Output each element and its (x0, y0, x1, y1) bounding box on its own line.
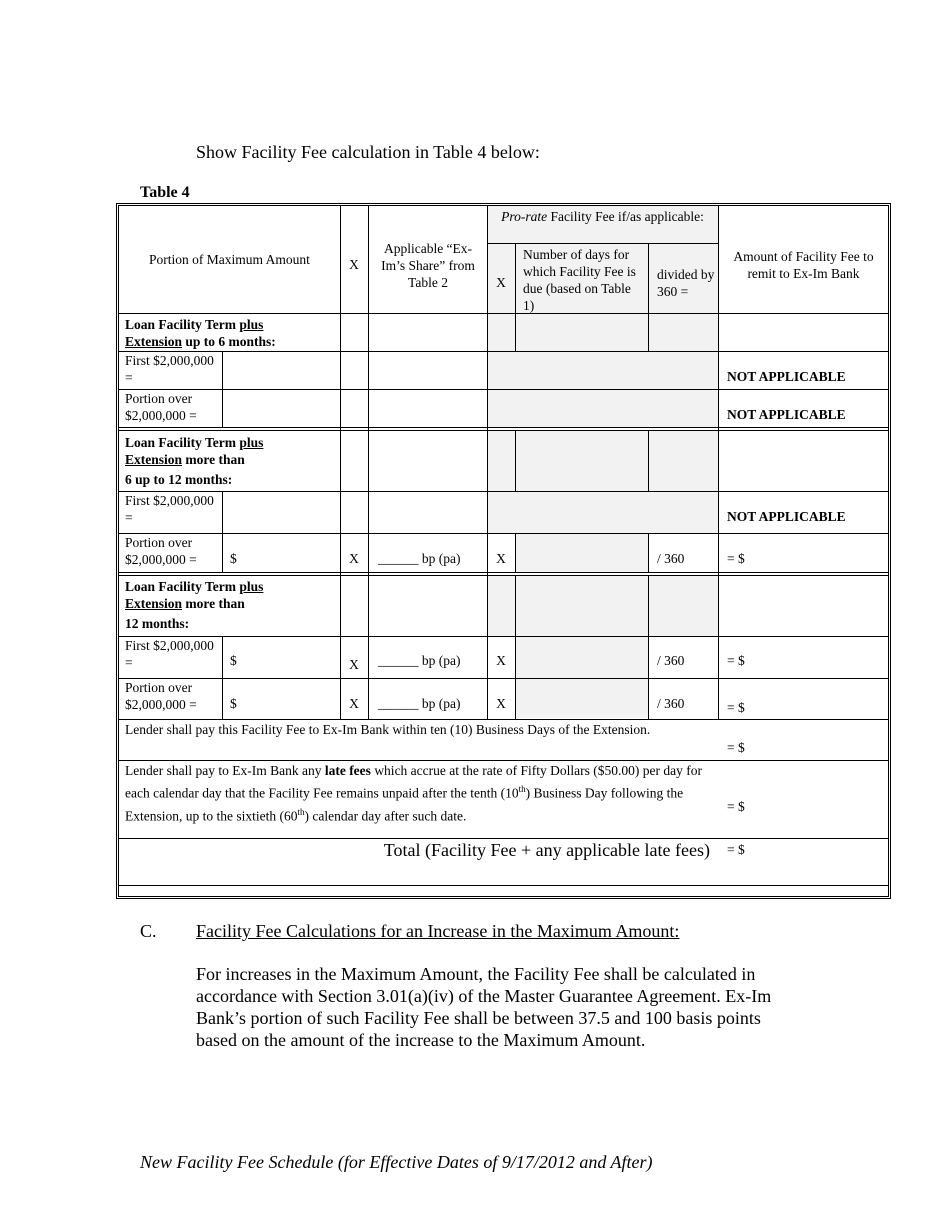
section3-over-x2: X (496, 696, 506, 711)
h-line (119, 572, 888, 573)
late-row-eq: = $ (727, 799, 745, 814)
section3-over-div: / 360 (657, 696, 685, 711)
h-line (119, 533, 888, 534)
section-c-paragraph: For increases in the Maximum Amount, the Facility Fee shall be calculated in accordance with Section 3.01(a)(iv) of the Master Guarantee Agreement. Ex-Im Bank’s portion of such Facility Fee shall be between 37.5 and 100 basis points based on the amount of the increase to the Maximum Amount. (196, 964, 772, 1050)
late-t3: ) Business Day following the Extension, up to the sixtieth (60 (125, 785, 684, 823)
section3-over-bp: ______ bp (pa) (378, 696, 461, 711)
v-line-x2-right (515, 431, 516, 491)
facility-fee-table (116, 203, 891, 899)
h-line (119, 430, 888, 431)
h-line (119, 678, 888, 679)
header-x1: X (349, 257, 359, 272)
shade-s3-top (487, 576, 718, 636)
h-line (487, 243, 718, 244)
section2-over-div: / 360 (657, 551, 685, 566)
v-line-days-right (648, 533, 649, 573)
section3-line1: Loan Facility Term (125, 579, 240, 594)
shade-s1-top (487, 314, 718, 351)
header-prorate (487, 208, 718, 225)
h-line (119, 491, 888, 492)
header-amount: Amount of Facility Fee to remit to Ex-Im Bank (733, 249, 874, 281)
h-line (119, 313, 888, 314)
section3-line3: 12 months: (125, 616, 190, 631)
section3-over-dollar: $ (230, 696, 237, 711)
section2-over-bp: ______ bp (pa) (378, 551, 461, 566)
section3-first-dollar: $ (230, 653, 237, 668)
v-line-x2-right (515, 243, 516, 352)
intro-text: Show Facility Fee calculation in Table 4 below: (196, 142, 540, 162)
header-days: Number of days for which Facility Fee is due (based on Table 1) (523, 247, 636, 313)
section3-first-bp: ______ bp (pa) (378, 653, 461, 668)
footer-text: New Facility Fee Schedule (for Effective Dates of 9/17/2012 and After) (140, 1152, 653, 1172)
late-t2: which accrue at the rate of Fifty Dollars ($50.00) per day for each calendar day that the Facility Fee remains unpaid after the tenth (10 (125, 763, 702, 801)
h-line (119, 885, 888, 886)
section2-line3: 6 up to 12 months: (125, 472, 233, 487)
h-line (119, 719, 888, 720)
late-t1: Lender shall pay to Ex-Im Bank any (125, 763, 325, 778)
v-line-label-split (222, 636, 223, 719)
v-line-days-right (648, 243, 649, 352)
v-line-label-split (222, 491, 223, 573)
shade-s2-top (487, 431, 718, 491)
section3-over-x: X (349, 696, 359, 711)
section2-over-label: Portion over $2,000,000 = (125, 535, 197, 567)
section2-extension: Extension (125, 452, 183, 467)
v-line-label-split (222, 351, 223, 428)
section2-title (125, 434, 340, 488)
section1-first-label: First $2,000,000 = (125, 353, 214, 385)
h-line (119, 760, 888, 761)
section2-over-eq: = $ (727, 551, 745, 566)
section1-line1: Loan Facility Term (125, 317, 240, 332)
late-sup2: th (297, 806, 305, 817)
h-line (119, 389, 888, 390)
table-label: Table 4 (140, 184, 190, 201)
header-portion: Portion of Maximum Amount (149, 252, 310, 267)
v-line-x2-right (515, 533, 516, 573)
section2-over-dollar: $ (230, 551, 237, 566)
v-line-amount-left (718, 206, 719, 719)
section3-first-x2: X (496, 653, 506, 668)
section1-over-amount: NOT APPLICABLE (727, 407, 846, 422)
h-line (119, 351, 888, 352)
section2-plus: plus (239, 435, 264, 450)
shade-s1-rows (487, 352, 718, 428)
h-line (119, 427, 888, 428)
section3-over-eq: = $ (727, 700, 745, 715)
late-row-text (125, 762, 710, 825)
section3-first-label: First $2,000,000 = (125, 638, 214, 670)
section1-line2: up to 6 months: (182, 334, 276, 349)
section2-first-amount: NOT APPLICABLE (727, 509, 846, 524)
late-bold: late fees (324, 763, 371, 778)
header-x2: X (496, 275, 506, 290)
header-applicable: Applicable “Ex-Im’s Share” from Table 2 (381, 241, 475, 290)
section2-line1: Loan Facility Term (125, 435, 240, 450)
section3-over-label: Portion over $2,000,000 = (125, 680, 197, 712)
h-line (119, 575, 888, 576)
section2-first-label: First $2,000,000 = (125, 493, 214, 525)
header-prorate-italic: Pro-rate (501, 209, 548, 224)
section2-over-x: X (349, 551, 359, 566)
section2-over-x2: X (496, 551, 506, 566)
v-line-x1-right (368, 206, 369, 719)
section-c-title: Facility Fee Calculations for an Increase in the Maximum Amount: (196, 921, 680, 941)
section3-plus: plus (239, 579, 264, 594)
v-line-x1-left (340, 206, 341, 719)
header-divided: divided by 360 = (657, 267, 715, 299)
shade-s2-over (516, 533, 648, 573)
section1-first-amount: NOT APPLICABLE (727, 369, 846, 384)
h-line (119, 636, 888, 637)
v-line-days-right (648, 431, 649, 491)
section3-first-eq: = $ (727, 653, 745, 668)
shade-s3-over (516, 678, 648, 718)
section3-first-div: / 360 (657, 653, 685, 668)
late-sup1: th (518, 784, 526, 794)
section-c-letter: C. (140, 921, 157, 941)
section3-extension: Extension (125, 596, 183, 611)
late-t4: ) calendar day after such date. (304, 808, 467, 823)
pay-row-text: Lender shall pay this Facility Fee to Ex-Im Bank within ten (10) Business Days of the Extension. (125, 722, 651, 737)
header-prorate-rest: Facility Fee if/as applicable: (547, 209, 704, 224)
section1-plus: plus (239, 317, 264, 332)
section2-line2: more than (182, 452, 245, 467)
total-row-text: Total (Facility Fee + any applicable late fees) (383, 840, 710, 860)
section3-title (125, 578, 340, 632)
section1-over-label: Portion over $2,000,000 = (125, 391, 197, 423)
v-line-x2-right (515, 576, 516, 719)
section3-line2: more than (182, 596, 245, 611)
section1-extension: Extension (125, 334, 183, 349)
total-row-eq: = $ (727, 842, 745, 857)
section1-title (125, 316, 340, 350)
v-line-days-right (648, 576, 649, 719)
section3-first-x: X (349, 657, 359, 672)
shade-s2-first (487, 491, 718, 533)
pay-row-eq: = $ (727, 740, 745, 755)
shade-s3-first (516, 636, 648, 678)
